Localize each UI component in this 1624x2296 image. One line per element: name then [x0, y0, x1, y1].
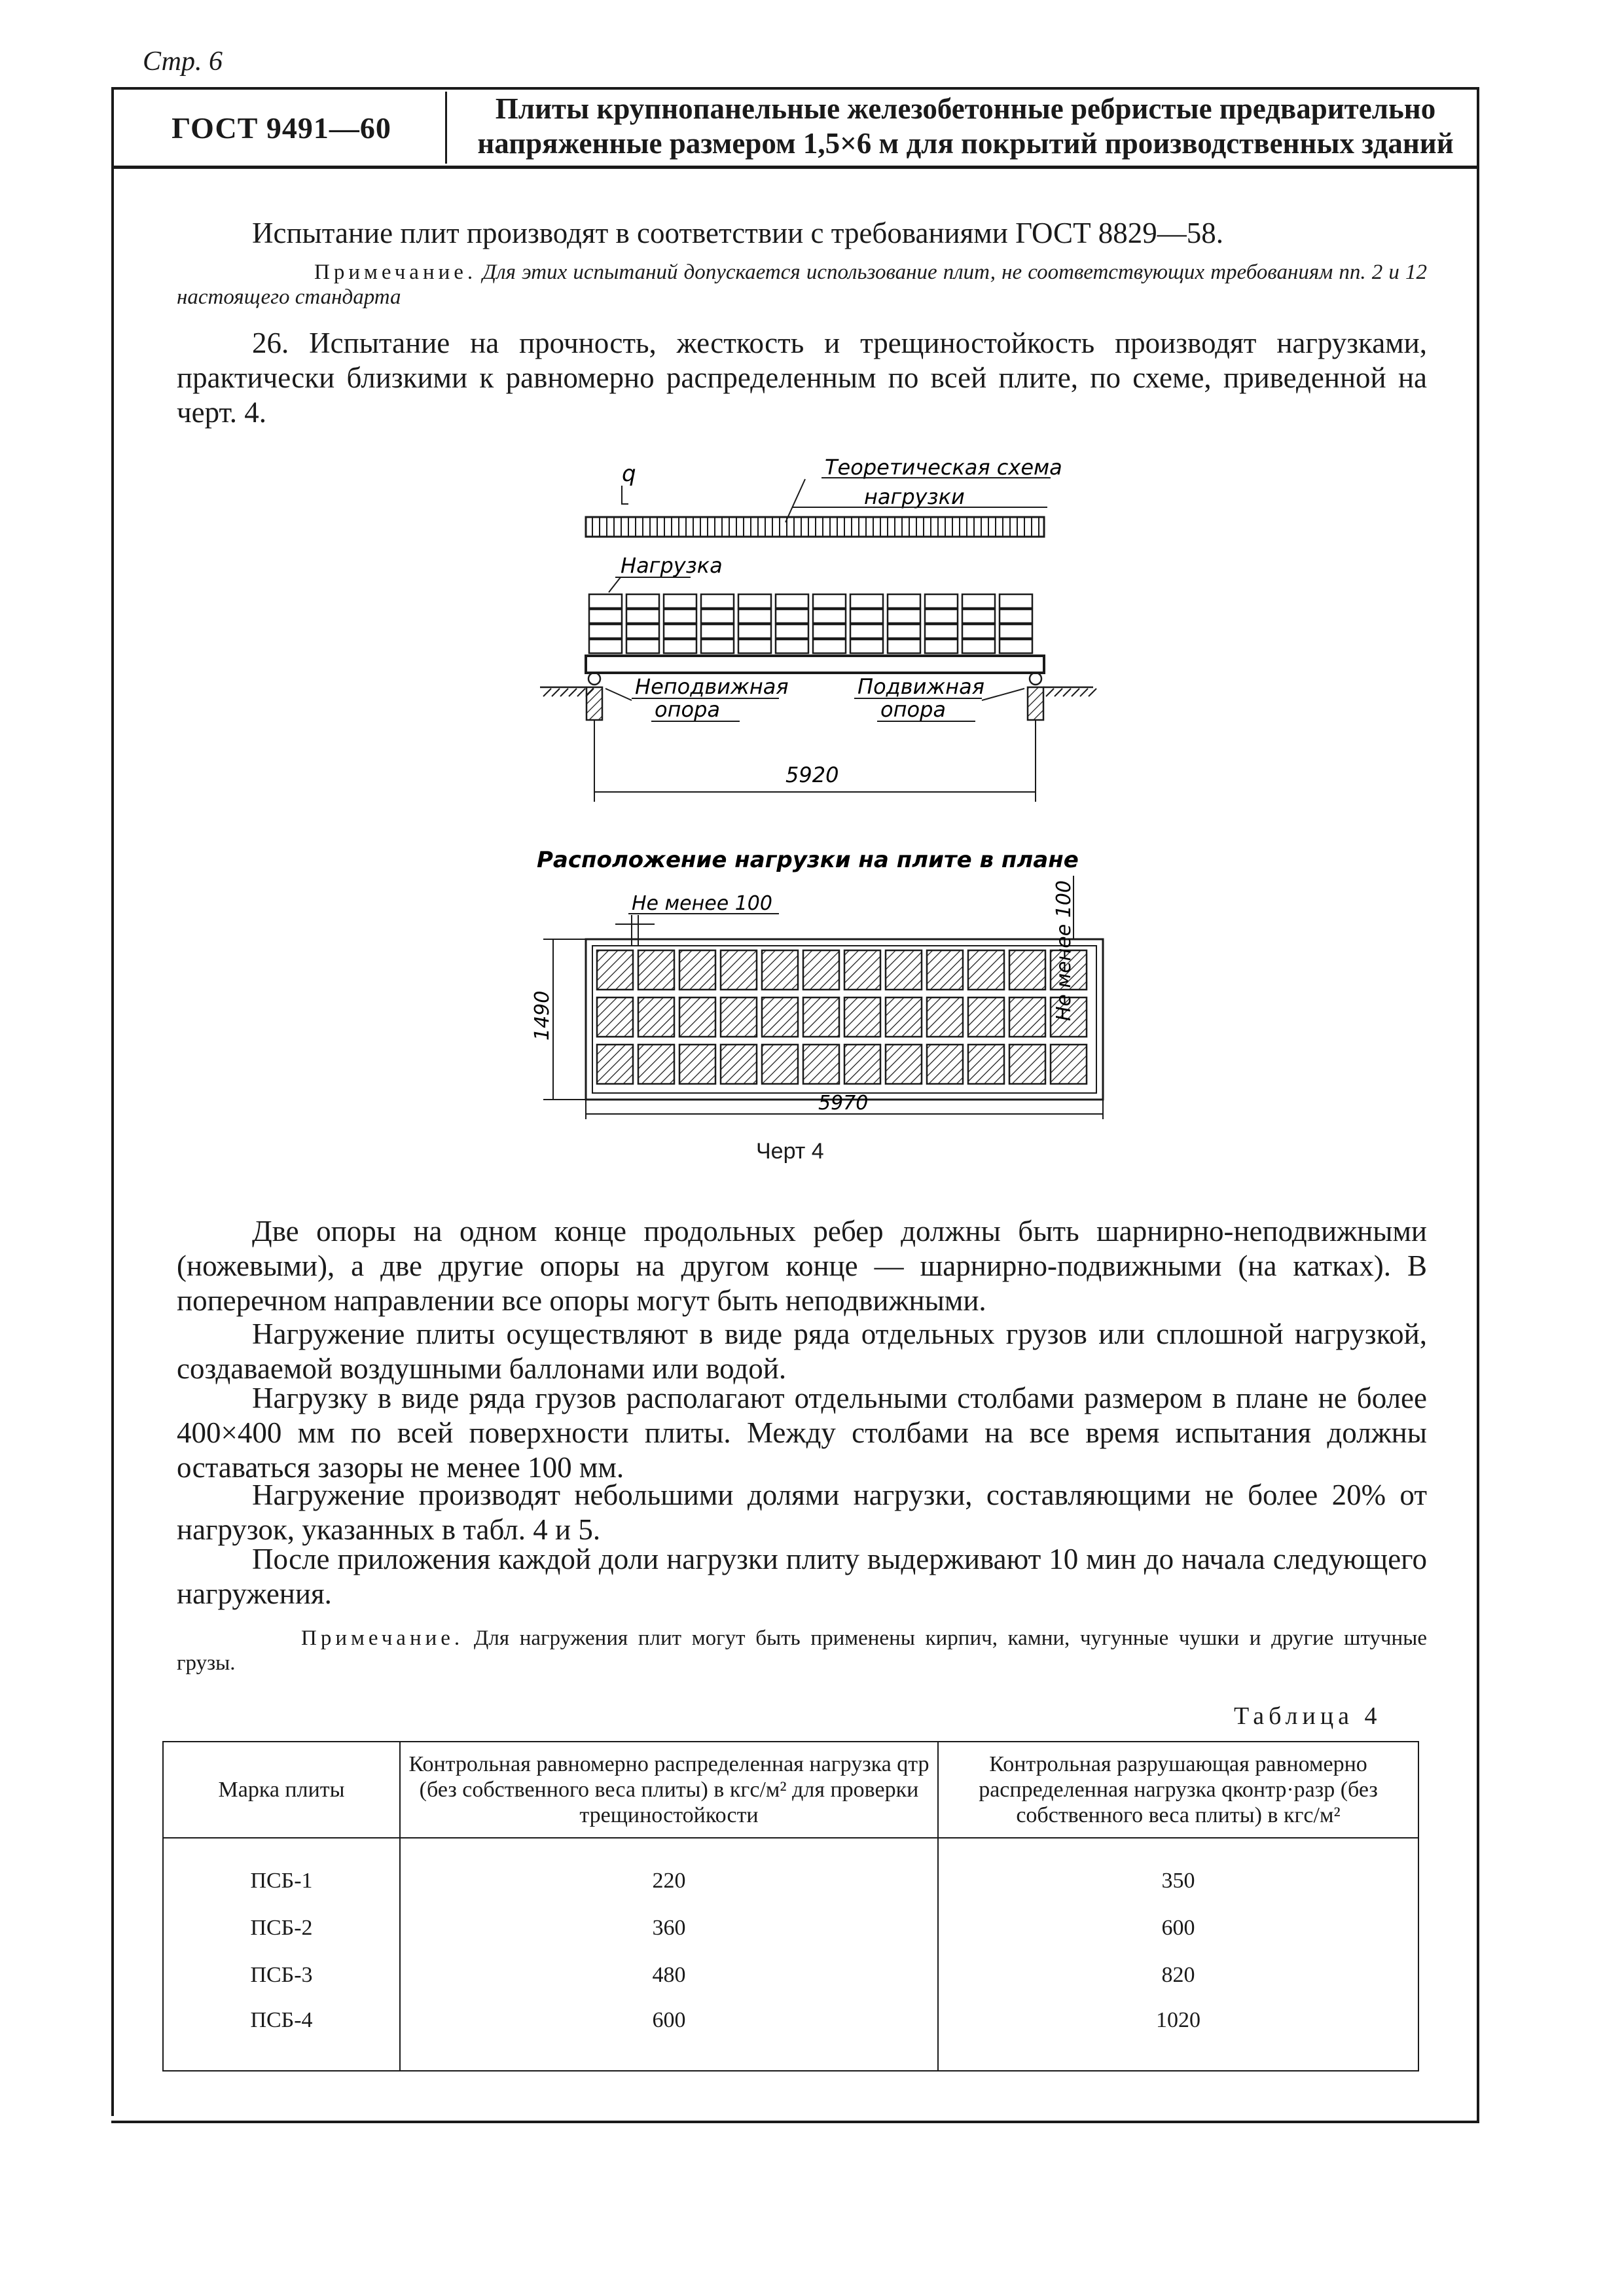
- load-brick: [1000, 639, 1032, 653]
- load-column-plan: [844, 1045, 880, 1084]
- ground-hatch-line: [1089, 689, 1096, 696]
- load-column-plan: [679, 1045, 715, 1084]
- cell-mark: ПСБ-4: [163, 1999, 400, 2071]
- ground-hatch-line: [543, 689, 551, 696]
- load-brick: [888, 639, 920, 653]
- distributed-load-ticks: [592, 517, 1039, 537]
- load-brick: [888, 594, 920, 608]
- load-brick: [589, 609, 622, 623]
- cell-crack: 360: [400, 1905, 938, 1952]
- load-column-plan: [1051, 1045, 1087, 1084]
- load-brick: [925, 624, 958, 638]
- ground-hatch-line: [552, 689, 560, 696]
- theory-label-line2: нагрузки: [864, 484, 965, 509]
- cell-crack: 220: [400, 1838, 938, 1905]
- load-brick: [776, 624, 808, 638]
- header-mark: Марка плиты: [163, 1742, 400, 1838]
- fixed-support-label-2: опора: [655, 697, 720, 722]
- load-brick: [962, 594, 995, 608]
- ground-hatch-line: [1072, 689, 1079, 696]
- load-column-plan: [803, 997, 839, 1037]
- figure-caption: Черт 4: [756, 1139, 824, 1164]
- load-brick: [925, 609, 958, 623]
- paragraph-loading: Нагружение плиты осуществляют в виде ряда отдельных грузов или сплошной нагрузкой, создаваемой воздушными баллонами или водой.: [177, 1318, 1427, 1386]
- cell-break: 600: [938, 1905, 1418, 1952]
- load-brick: [776, 594, 808, 608]
- note-1-text: Для этих испытаний допускается использование плит, не соответствующих требованиям пп. 2 и 12 настоящего стандарта: [177, 260, 1428, 309]
- load-brick: [1000, 624, 1032, 638]
- load-column-plan: [1009, 950, 1045, 990]
- load-brick: [962, 609, 995, 623]
- load-brick: [589, 639, 622, 653]
- load-leader: [609, 577, 621, 592]
- ground-hatch-line: [1080, 689, 1088, 696]
- load-columns-plan: [597, 950, 1087, 1084]
- load-brick: [589, 594, 622, 608]
- load-column-plan: [844, 997, 880, 1037]
- intro-paragraph: Испытание плит производят в соответствии с требованиями ГОСТ 8829—58.: [252, 217, 1224, 249]
- note-1-label: Примечание.: [314, 260, 477, 284]
- load-brick: [850, 594, 883, 608]
- q-leader: [622, 486, 628, 504]
- header-bottom-rule: [111, 166, 1479, 169]
- load-brick: [925, 594, 958, 608]
- span-dimension: 5920: [785, 762, 839, 787]
- load-column-plan: [927, 1045, 963, 1084]
- load-column-plan: [762, 1045, 798, 1084]
- load-column-plan: [721, 1045, 757, 1084]
- slab-elevation: [586, 656, 1044, 673]
- load-brick: [738, 624, 771, 638]
- frame-left-rule: [111, 87, 114, 2116]
- theory-leader: [785, 479, 805, 522]
- load-column-plan: [638, 997, 674, 1037]
- load-brick: [664, 639, 696, 653]
- width-dimension: 1490: [531, 990, 554, 1041]
- load-column-plan: [597, 1045, 633, 1084]
- load-column-plan: [803, 1045, 839, 1084]
- load-brick: [776, 639, 808, 653]
- load-column-plan: [927, 950, 963, 990]
- note-2-label: Примечание.: [301, 1626, 464, 1650]
- load-column-plan: [886, 1045, 922, 1084]
- fixed-support-leader: [605, 689, 632, 700]
- note-2: [177, 1626, 1427, 1676]
- load-column-plan: [638, 1045, 674, 1084]
- paragraph-hold: После приложения каждой доли нагрузки плиту выдерживают 10 мин до начала следующего нагружения.: [177, 1543, 1427, 1611]
- note-2-text: Для нагружения плит могут быть применены кирпич, камни, чугунные чушки и другие штучные грузы.: [177, 1626, 1428, 1675]
- load-brick: [589, 624, 622, 638]
- load-brick: [664, 594, 696, 608]
- ground-hatch-line: [1046, 689, 1054, 696]
- load-column-plan: [803, 950, 839, 990]
- load-brick: [664, 609, 696, 623]
- gap-label-vertical: Не менее 100: [1053, 880, 1075, 1021]
- load-column-plan: [968, 1045, 1004, 1084]
- table-row: [163, 1905, 1418, 1952]
- load-column-plan: [721, 997, 757, 1037]
- load-brick: [738, 639, 771, 653]
- ground-hatch-line: [577, 689, 585, 696]
- load-brick: [701, 594, 734, 608]
- load-brick: [888, 609, 920, 623]
- load-column-plan: [886, 997, 922, 1037]
- header-divider: [445, 92, 447, 164]
- title-line-1: Плиты крупнопанельные железобетонные ребристые предварительно: [495, 92, 1436, 125]
- load-column-plan: [597, 950, 633, 990]
- load-brick: [701, 639, 734, 653]
- cell-mark: ПСБ-1: [163, 1838, 400, 1905]
- load-column-plan: [886, 950, 922, 990]
- load-brick: [626, 609, 659, 623]
- load-brick: [1000, 609, 1032, 623]
- load-brick: [626, 639, 659, 653]
- ground-hatching: [543, 689, 1096, 696]
- ground-hatch-line: [1063, 689, 1071, 696]
- plan-title: Расположение нагрузки на плите в плане: [537, 847, 1079, 873]
- load-brick: [776, 609, 808, 623]
- header-crack-load: Контрольная равномерно распределенная нагрузка qтр (без собственного веса плиты) в кгс/м² для проверки трещиностойкости: [400, 1742, 938, 1838]
- paragraph-portions: Нагружение производят небольшими долями нагрузки, составляющими не более 20% от нагрузок, указанных в табл. 4 и 5.: [177, 1479, 1427, 1547]
- load-column-plan: [721, 950, 757, 990]
- frame-right-rule: [1477, 87, 1479, 2123]
- load-brick: [962, 624, 995, 638]
- q-label: q: [622, 461, 636, 487]
- paragraph-supports: Две опоры на одном конце продольных ребер должны быть шарнирно-неподвижными (ножевыми), а две другие опоры на другом конце — шарнирно-подвижными (на катках). В поперечном направлении все опоры могут быть неподвижными.: [177, 1215, 1427, 1318]
- paragraph-26: 26. Испытание на прочность, жесткость и трещиностойкость производят нагрузками, практически близкими к равномерно распределенным по всей плите, по схеме, приведенной на черт. 4.: [177, 327, 1427, 429]
- ground-hatch-line: [560, 689, 568, 696]
- header-top-rule: [111, 87, 1479, 90]
- load-column-plan: [968, 997, 1004, 1037]
- load-brick: [925, 639, 958, 653]
- load-brick: [813, 624, 846, 638]
- load-column-plan: [927, 997, 963, 1037]
- table-row: [163, 1838, 1418, 1905]
- movable-support-label-2: опора: [880, 697, 946, 722]
- cell-break: 350: [938, 1838, 1418, 1905]
- load-brick: [813, 609, 846, 623]
- length-dimension: 5970: [818, 1092, 869, 1115]
- cell-crack: 480: [400, 1952, 938, 1999]
- note-1: [177, 260, 1427, 310]
- load-brick: [962, 639, 995, 653]
- cell-mark: ПСБ-3: [163, 1952, 400, 1999]
- load-column-plan: [638, 950, 674, 990]
- load-column-plan: [1009, 1045, 1045, 1084]
- load-brick: [850, 639, 883, 653]
- paragraph-columns: Нагрузку в виде ряда грузов располагают отдельными столбами размером в плане не более 400×400 мм по всей поверхности плиты. Между столбами на все время испытания должны оставаться зазоры не менее 100 мм.: [177, 1382, 1427, 1484]
- table-header-row: [163, 1742, 1418, 1838]
- load-column-plan: [679, 997, 715, 1037]
- load-brick: [850, 624, 883, 638]
- document-title: [452, 92, 1479, 161]
- cell-break: 820: [938, 1952, 1418, 1999]
- load-column-plan: [1009, 997, 1045, 1037]
- page-number: Стр. 6: [143, 46, 223, 77]
- movable-support-leader: [982, 689, 1024, 700]
- load-brick: [626, 624, 659, 638]
- ground-hatch-line: [1055, 689, 1062, 696]
- load-brick: [1000, 594, 1032, 608]
- load-column-plan: [968, 950, 1004, 990]
- title-line-2: напряженные размером 1,5×6 м для покрытий производственных зданий: [477, 127, 1454, 160]
- load-brick: [850, 609, 883, 623]
- cell-break: 1020: [938, 1999, 1418, 2071]
- table-row: [163, 1999, 1418, 2071]
- load-column-plan: [597, 997, 633, 1037]
- movable-support: [1028, 673, 1043, 720]
- gap-label: Не менее 100: [632, 892, 772, 915]
- table-caption: Таблица 4: [1234, 1702, 1382, 1730]
- load-brick: [664, 624, 696, 638]
- cell-mark: ПСБ-2: [163, 1905, 400, 1952]
- load-table: [162, 1741, 1419, 2072]
- fixed-support-label-1: Неподвижная: [635, 674, 789, 699]
- ground-hatch-line: [569, 689, 577, 696]
- load-column-plan: [844, 950, 880, 990]
- figure-4: [524, 452, 1113, 1119]
- load-column-plan: [762, 950, 798, 990]
- load-brick: [738, 594, 771, 608]
- load-brick: [701, 624, 734, 638]
- fixed-support: [586, 673, 602, 720]
- load-brick: [738, 609, 771, 623]
- load-columns-elevation: [589, 594, 1032, 653]
- load-brick: [813, 639, 846, 653]
- load-brick: [888, 624, 920, 638]
- standard-number: ГОСТ 9491—60: [171, 111, 391, 145]
- cell-crack: 600: [400, 1999, 938, 2071]
- load-column-plan: [679, 950, 715, 990]
- load-brick: [813, 594, 846, 608]
- load-label: Нагрузка: [621, 553, 723, 578]
- load-column-plan: [762, 997, 798, 1037]
- theory-label-line1: Теоретическая схема: [825, 455, 1062, 480]
- movable-support-label-1: Подвижная: [857, 674, 985, 699]
- header-break-load: Контрольная разрушающая равномерно распределенная нагрузка qконтр·разр (без собственного веса плиты) в кгс/м²: [938, 1742, 1418, 1838]
- table-row: [163, 1952, 1418, 1999]
- load-brick: [626, 594, 659, 608]
- load-brick: [701, 609, 734, 623]
- frame-bottom-rule: [111, 2121, 1479, 2123]
